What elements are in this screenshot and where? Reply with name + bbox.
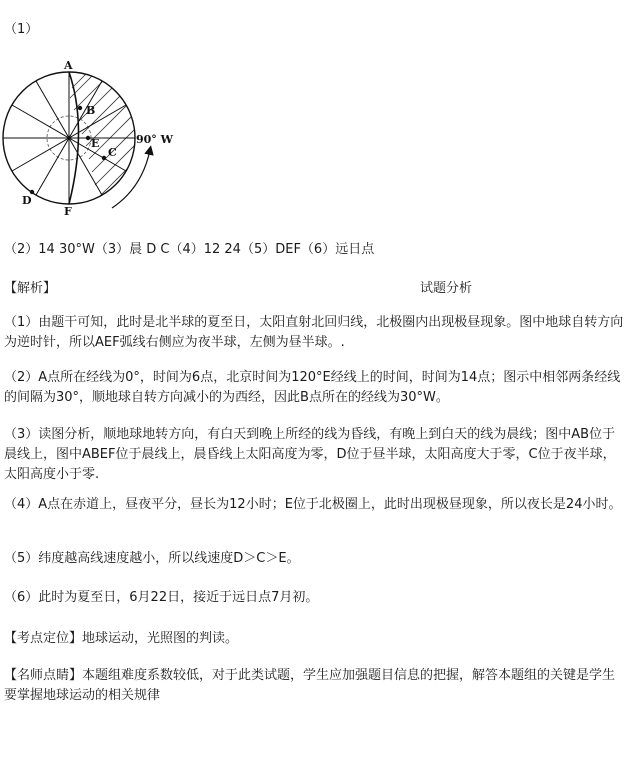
kaodian-line: 【考点定位】地球运动，光照图的判读。: [4, 631, 239, 646]
point-b: [78, 106, 82, 110]
label-a: A: [64, 59, 73, 72]
analysis-heading: 【解析】: [4, 281, 57, 296]
night-hemisphere-hatching: [69, 58, 140, 211]
analysis-paragraph-4: （4）A点在赤道上，昼夜平分，昼长为12小时；E位于北极圈上，此时出现极昼现象，所以夜长是24小时。: [4, 497, 622, 512]
label-f: F: [64, 205, 72, 218]
earth-illumination-diagram: [0, 58, 200, 223]
analysis-subtitle: 试题分析: [420, 281, 473, 296]
label-c: C: [108, 146, 117, 159]
point-c: [102, 156, 106, 160]
answers-line: （2）14 30°W（3）晨 D C（4）12 24（5）DEF（6）远日点: [4, 242, 375, 257]
label-d: D: [22, 194, 32, 207]
analysis-paragraph-2: （2）A点所在经线为0°，时间为6点，北京时间为120°E经线上的时间，时间为14点；图示中相邻两条经线的间隔为30°，顺地球自转方向减小的为西经，因此B点所在的经线为30°W。: [4, 370, 621, 405]
label-b: B: [86, 104, 96, 117]
point-e: [86, 136, 90, 140]
analysis-paragraph-6: （6）此时为夏至日，6月22日，接近于远日点7月初。: [4, 590, 319, 605]
analysis-paragraph-5: （5）纬度越高线速度越小，所以线速度D＞C＞E。: [4, 551, 300, 566]
analysis-paragraph-1: （1）由题干可知，此时是北半球的夏至日，太阳直射北回归线，北极圈内出现极昼现象。图中地球自转方向为逆时针，所以AEF弧线右侧应为夜半球，左侧为昼半球。.: [4, 315, 624, 350]
label-e: E: [91, 137, 100, 150]
label-meridian-90w: 90° W: [136, 133, 173, 146]
question-number-1: （1）: [4, 22, 39, 37]
mingshi-paragraph: 【名师点睛】本题组难度系数较低，对于此类试题，学生应加强题目信息的把握，解答本题组的关键是学生要掌握地球运动的相关规律: [4, 668, 616, 703]
analysis-paragraph-3: （3）读图分析，顺地球地转方向，有白天到晚上所经的线为昏线，有晚上到白天的线为晨线；图中AB位于晨线上，图中ABEF位于晨线上，晨昏线上太阳高度为零，D位于昼半球，太阳高度大于零，C位于夜半球，太阳高度小于零.: [4, 427, 616, 482]
